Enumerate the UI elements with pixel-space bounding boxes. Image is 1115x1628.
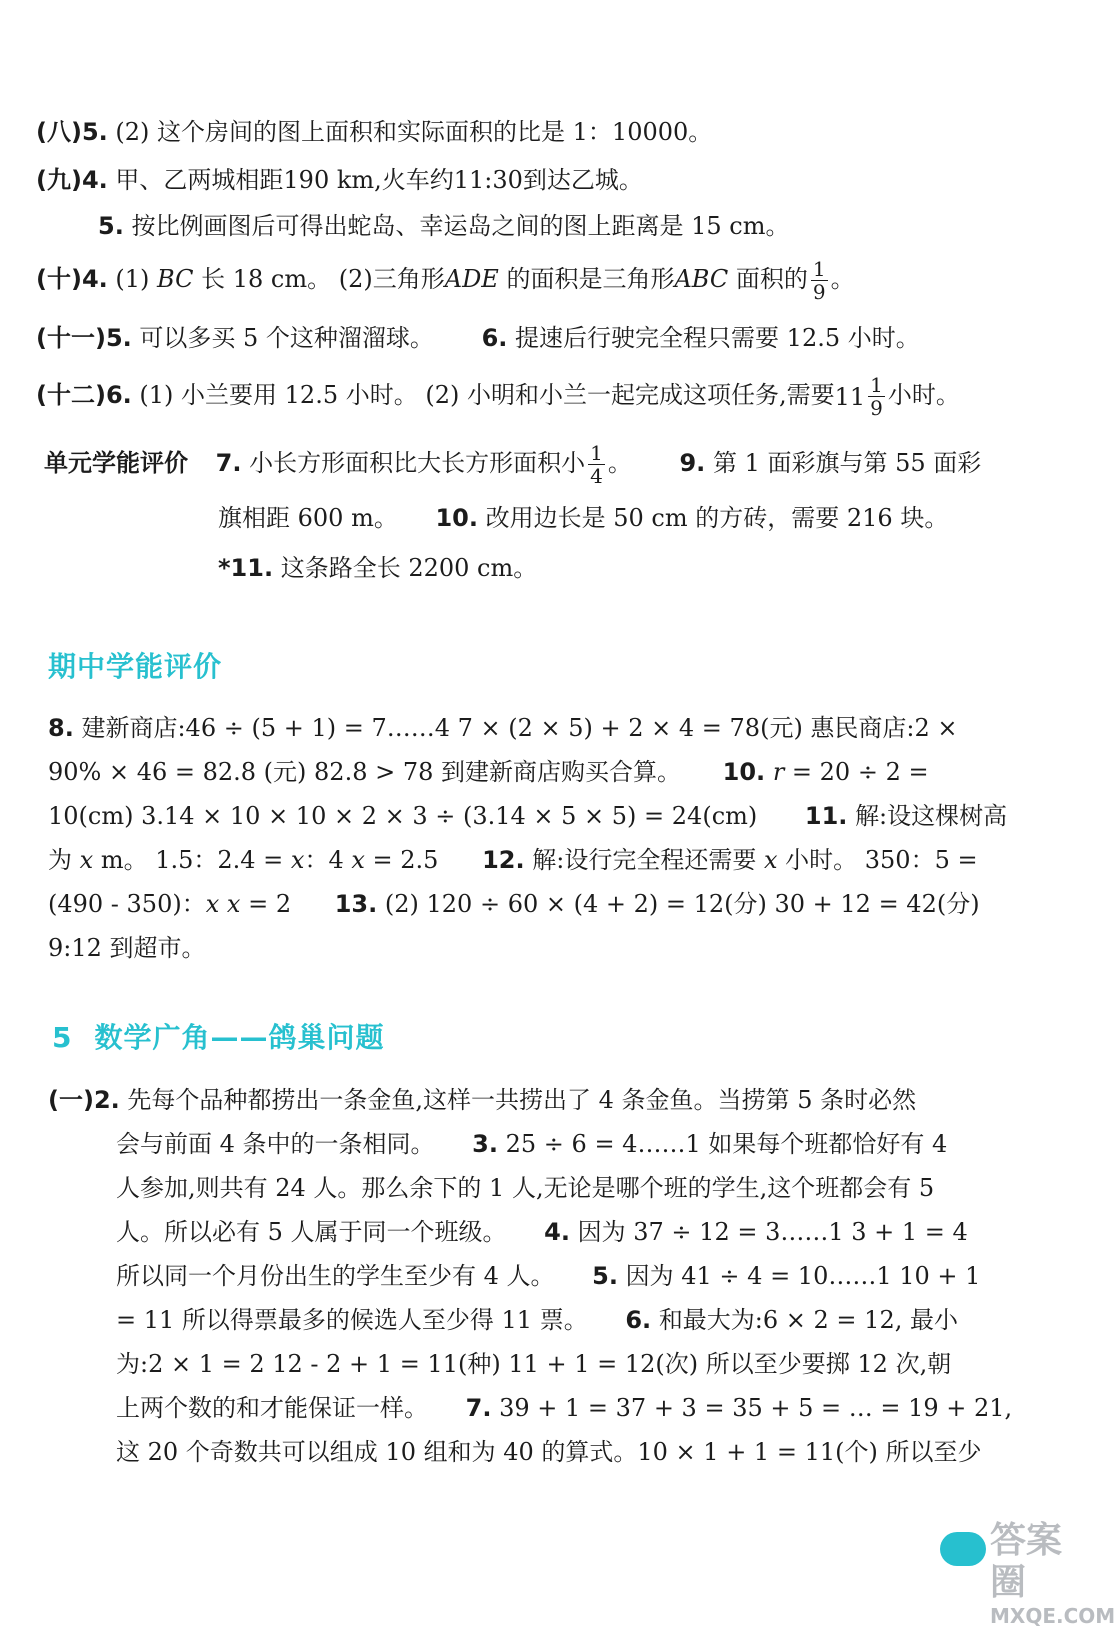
- answer-text: 长 18 cm。 (2)三角形: [193, 265, 445, 293]
- answer-line-9: [36, 160, 643, 200]
- midterm-heading: 期中学能评价: [48, 650, 223, 683]
- midterm-line-6: [48, 928, 206, 968]
- question-number: 2.: [93, 1086, 120, 1114]
- answer-text: 9:12 到超市。: [48, 934, 206, 962]
- answer-text: 39 + 1 = 37 + 3 = 35 + 5 = … = 19 + 21,: [499, 1394, 1013, 1422]
- chapter-line-3: [116, 1168, 934, 1208]
- segment-bc: BC: [157, 265, 194, 293]
- answer-text: 按比例画图后可得出蛇岛、幸运岛之间的图上距离是 15 cm。: [131, 212, 790, 240]
- mixed-number: 11 $\frac{1}{9}$: [834, 373, 883, 420]
- answer-text: 这条路全长 2200 cm。: [280, 554, 538, 582]
- section-label: (十二): [36, 381, 106, 409]
- answer-text: 第 1 面彩旗与第 55 面彩: [712, 449, 982, 477]
- answer-text: 小长方形面积比大长方形面积小: [249, 449, 586, 477]
- answer-text: 旗相距 600 m。: [218, 504, 398, 532]
- question-number: 5.: [98, 212, 124, 240]
- section-label: (一): [48, 1086, 94, 1114]
- unit-eval-line-3: [218, 548, 537, 588]
- unit-eval-line-1: [44, 442, 981, 487]
- variable-x: x: [79, 846, 94, 874]
- variable-r: r: [772, 758, 785, 786]
- chapter-line-4: [116, 1212, 968, 1252]
- variable-x: x: [290, 846, 305, 874]
- watermark-logo: 答案圈 MXQE.COM: [990, 1520, 1115, 1628]
- answer-text: ：4: [304, 846, 352, 874]
- variable-x: x: [205, 890, 220, 918]
- triangle-ade: ADE: [444, 265, 499, 293]
- answer-text: (1): [115, 265, 158, 293]
- chapter-heading: [52, 1016, 385, 1056]
- answer-text: 可以多买 5 个这种溜溜球。: [139, 324, 434, 352]
- chapter-line-5: [116, 1256, 980, 1296]
- answer-line-9b: [98, 206, 789, 246]
- chapter-line-6: [116, 1300, 958, 1340]
- chapter-number: 5: [52, 1021, 73, 1054]
- question-number: 12.: [482, 846, 525, 874]
- question-number: 7.: [465, 1394, 492, 1422]
- variable-x: x: [763, 846, 778, 874]
- question-number: 5.: [592, 1262, 618, 1290]
- question-number: 9.: [679, 449, 706, 477]
- triangle-abc: ABC: [674, 265, 729, 293]
- answer-text: 和最大为:6 × 2 = 12, 最小: [658, 1306, 958, 1334]
- question-number: 11.: [804, 802, 848, 830]
- answer-text: 上两个数的和才能保证一样。: [116, 1394, 428, 1422]
- answer-text: m。 1.5：2.4 =: [93, 846, 291, 874]
- answer-text: 甲、乙两城相距190 km,火车约11:30到达乙城。: [115, 166, 643, 194]
- question-number: 13.: [334, 890, 378, 918]
- answer-line-11: [36, 318, 920, 358]
- answer-text: 10(cm) 3.14 × 10 × 10 × 2 × 3 ÷ (3.14 × 5 × 5) = 24(cm): [48, 802, 758, 830]
- answer-text: 建新商店:46 ÷ (5 + 1) = 7……4 7 × (2 × 5) + 2 × 4 = 78(元) 惠民商店:2 ×: [81, 714, 958, 742]
- answer-text: = 2: [240, 890, 292, 918]
- question-number: 6.: [625, 1306, 652, 1334]
- answer-text: (1) 小兰要用 12.5 小时。 (2) 小明和小兰一起完成这项任务,需要: [139, 381, 835, 409]
- question-number: 4.: [81, 166, 108, 194]
- midterm-line-4: [48, 840, 978, 880]
- question-number: 6.: [481, 324, 508, 352]
- chapter-line-7: [116, 1344, 951, 1384]
- answer-text: 所以同一个月份出生的学生至少有 4 人。: [116, 1262, 555, 1290]
- answer-line-8: [36, 112, 712, 152]
- question-number: 5.: [105, 324, 132, 352]
- variable-x: x: [226, 890, 241, 918]
- chapter-line-2: [116, 1124, 947, 1164]
- answer-text: 因为 37 ÷ 12 = 3……1 3 + 1 = 4: [577, 1218, 968, 1246]
- answer-text: 因为 41 ÷ 4 = 10……1 10 + 1: [625, 1262, 981, 1290]
- section-label: 单元学能评价: [44, 449, 188, 477]
- chapter-title: 数学广角——鸽巢问题: [94, 1021, 385, 1054]
- unit-eval-line-2: [218, 498, 948, 538]
- answer-text: 会与前面 4 条中的一条相同。: [116, 1130, 435, 1158]
- question-number: 6.: [105, 381, 132, 409]
- answer-text: 为:2 × 1 = 2 12 - 2 + 1 = 11(种) 11 + 1 = 12(次) 所以至少要掷 12 次,朝: [116, 1350, 952, 1378]
- midterm-line-1: [48, 708, 958, 748]
- answer-text: (490 - 350)：: [48, 890, 206, 918]
- answer-text: 。: [607, 449, 632, 477]
- variable-x: x: [351, 846, 365, 874]
- section-label: (十一): [36, 324, 106, 352]
- question-number: 7.: [215, 449, 242, 477]
- question-number: 5.: [81, 118, 108, 146]
- fraction: $\frac{1}{9}$: [812, 257, 826, 304]
- page-number-badge: [940, 1532, 986, 1566]
- answer-text: 90% × 46 = 82.8 (元) 82.8 > 78 到建新商店购买合算。: [48, 758, 682, 786]
- answer-text: 先每个品种都捞出一条金鱼,这样一共捞出了 4 条金鱼。当捞第 5 条时必然: [127, 1086, 917, 1114]
- question-number: 4.: [81, 265, 108, 293]
- section-label: (十): [36, 265, 82, 293]
- midterm-line-5: [48, 884, 980, 924]
- answer-text: (2) 120 ÷ 60 × (4 + 2) = 12(分) 30 + 12 = 42(分): [384, 890, 980, 918]
- answer-text: = 2.5: [364, 846, 439, 874]
- question-number: 3.: [472, 1130, 498, 1158]
- answer-text: 的面积是三角形: [498, 265, 675, 293]
- answer-text: 解:设这棵树高: [855, 802, 1008, 830]
- chapter-line-1: [48, 1080, 916, 1120]
- answer-text: 面积的: [728, 265, 808, 293]
- fraction: $\frac{1}{4}$: [590, 441, 603, 488]
- midterm-line-3: [48, 796, 1007, 836]
- answer-text: [219, 890, 227, 918]
- answer-text: 。: [830, 265, 855, 293]
- section-label: (八): [36, 118, 82, 146]
- answer-text: 解:设行完全程还需要: [532, 846, 764, 874]
- question-number: 8.: [48, 714, 74, 742]
- answer-line-10: [36, 258, 855, 303]
- chapter-line-8: [116, 1388, 1012, 1428]
- question-number: 10.: [722, 758, 766, 786]
- chapter-line-9: [116, 1432, 981, 1472]
- answer-text: = 20 ÷ 2 =: [784, 758, 929, 786]
- section-label: (九): [36, 166, 82, 194]
- question-number: 4.: [544, 1218, 570, 1246]
- question-number: *11.: [218, 554, 274, 582]
- answer-line-12: [36, 374, 960, 419]
- answer-text: 人。所以必有 5 人属于同一个班级。: [116, 1218, 507, 1246]
- answer-text: 25 ÷ 6 = 4……1 如果每个班都恰好有 4: [505, 1130, 948, 1158]
- answer-text: 小时。 350：5 =: [777, 846, 978, 874]
- answer-text: (2) 这个房间的图上面积和实际面积的比是 1：10000。: [115, 118, 713, 146]
- midterm-line-2: [48, 752, 929, 792]
- answer-text: 提速后行驶完全程只需要 12.5 小时。: [515, 324, 920, 352]
- answer-text: 为: [48, 846, 80, 874]
- answer-text: 这 20 个奇数共可以组成 10 组和为 40 的算式。10 × 1 + 1 = 11(个) 所以至少: [116, 1438, 982, 1466]
- question-number: 10.: [435, 504, 478, 532]
- answer-text: 小时。: [887, 381, 960, 409]
- answer-text: 改用边长是 50 cm 的方砖，需要 216 块。: [485, 504, 949, 532]
- answer-text: = 11 所以得票最多的候选人至少得 11 票。: [116, 1306, 588, 1334]
- answer-text: 人参加,则共有 24 人。那么余下的 1 人,无论是哪个班的学生,这个班都会有 5: [116, 1174, 935, 1202]
